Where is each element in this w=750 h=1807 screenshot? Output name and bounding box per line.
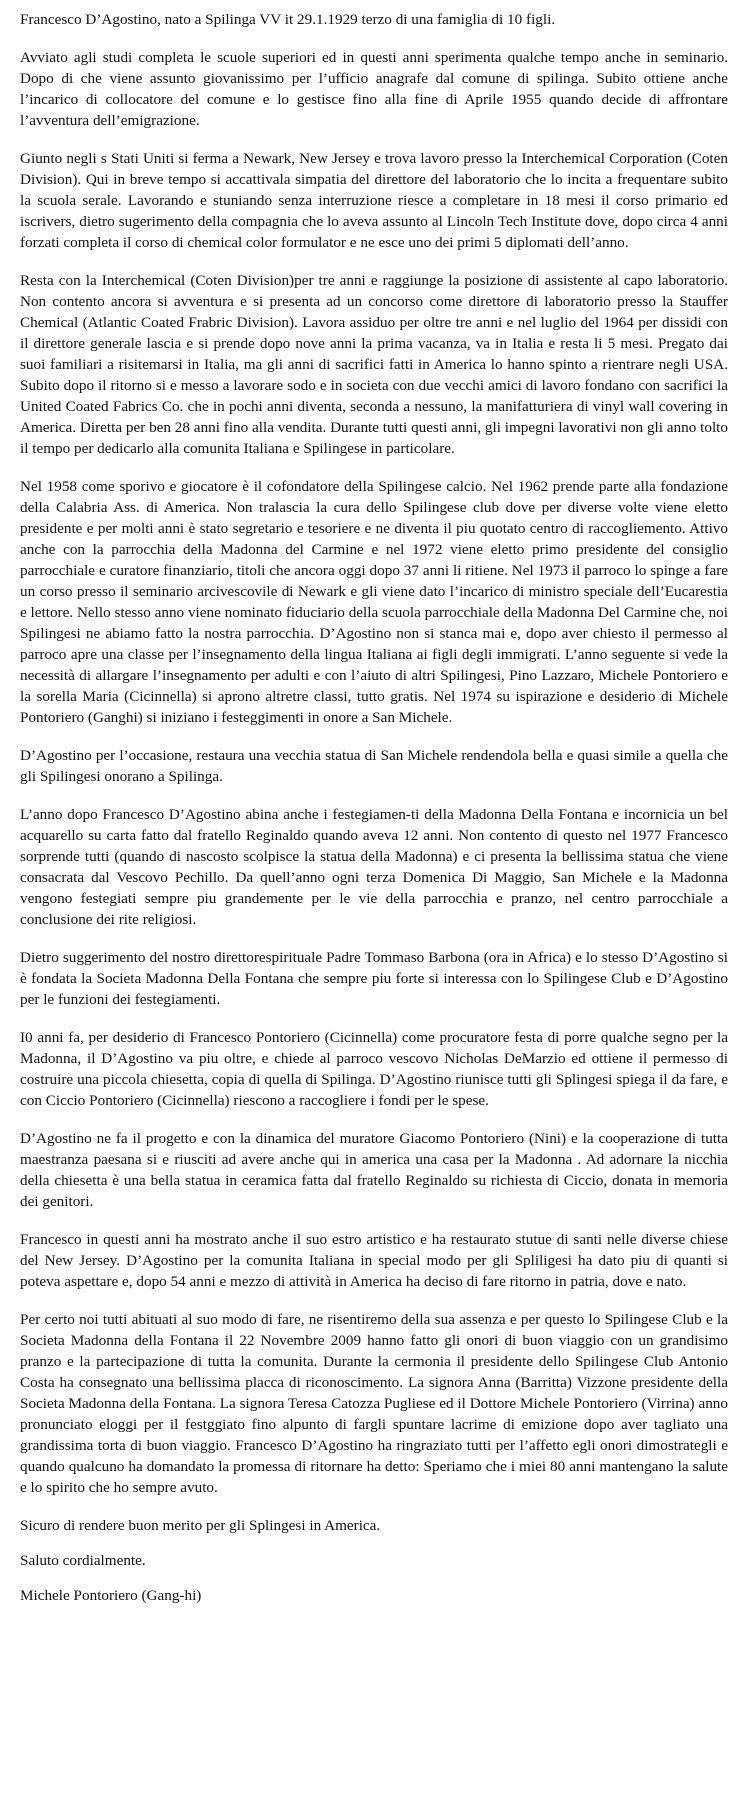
paragraph-societa: Dietro suggerimento del nostro direttorespirituale Padre Tommaso Barbona (ora in Africa) e lo stesso D’Agostino si è fondata la Societa Madonna Della Fontana che sempre piu forte si interessa con lo Spilingese Club e D’Agostino per le funzioni dei festegiamenti. [20,949,728,1008]
paragraph-progetto: D’Agostino ne fa il progetto e con la dinamica del muratore Giacomo Pontoriero (Nini) e la cooperazione di tutta maestranza paesana si e riusciti ad avere anche qui in america una casa per la Madonna . Ad adornare la nicchia della chiesetta è una bella statua in ceramica fatta dal fratello Reginaldo su richiesta di Ciccio, donata in memoria dei genitori. [20,1130,728,1210]
paragraph-farewell: Per certo noi tutti abituati al suo modo di fare, ne risentiremo della sua assenza e per questo lo Spilingese Club e la Societa Madonna della Fontana il 22 Novembre 2009 hanno fatto gli onori di buon viaggio con un grandisimo pranzo e la partecipazione di tutta la comunita. Durante la cermonia il presidente dello Spilingese Club Antonio Costa ha consegnato una bellissima placca di riconoscimento. La signora Anna (Barritta) Vizzone presidente della Societa Madonna della Fontana. La signora Teresa Catozza Pugliese ed il Dottore Michele Pontoriero (Virrina) anno pronunciato eloggi per il festggiato fino alpunto di fargli spuntare lacrime di emizione dopo aver tagliato una grandissima torta di buon viaggio. Francesco D’Agostino ha ringraziato tutti per l’affetto egli onori dimostrategli e quando qualcuno ha domandato la promessa di ritornare ha detto: Speriamo che i miei 80 anni mantengano la salute e lo spirito che ho sempre avuto. [20,1311,728,1496]
paragraph-ritorno: Francesco in questi anni ha mostrato anche il suo estro artistico e ha restaurato stutue di santi nelle diverse chiese del New Jersey. D’Agostino per la comunita Italiana in special modo per gli Spliligesi ha dato piu di quanti si poteva aspettare e, dopo 54 anni e mezzo di attività in America ha deciso di fare ritorno in patria, dove e nato. [20,1231,728,1290]
closing-block [20,1515,728,1606]
paragraph-community: Nel 1958 come sporivo e giocatore è il cofondatore della Spilingese calcio. Nel 1962 prende parte alla fondazione della Calabria Ass. di America. Non tralascia la cura dello Spilingese club dove per diverse volte viene eletto presidente e per molti anni è stato segretario e tesoriere e ne diventa il piu quotato centro di raccogliemento. Attivo anche con la parrocchia della Madonna del Carmine e nel 1972 viene eletto primo presidente del consiglio parrocchiale e curatore finanziario, titoli che ancora oggi dopo 37 anni li ritiene. Nel 1973 il parroco lo spinge a fare un corso presso il seminario arcivescovile di Newark e gli viene dato l’incarico di ministro speciale dell’Eucarestia e lettore. Nello stesso anno viene nominato fiduciario della scuola parrocchiale della Madonna Del Carmine che, noi Spilingesi ne abiamo fatto la nostra parrocchia. D’Agostino non si stanca mai e, dopo aver chiesto il permesso al parroco apre una classe per l’insegnamento della lingua Italiana ai figli degli immigrati. L’anno seguente si vede la necessità di allargare l’insegnamento per adulti e con l’aiuto di altri Spilingesi, Pino Lazzaro, Michele Pontoriero e la sorella Maria (Cicinnella) si aprono altretre classi, tutto gratis. Nel 1974 su ispirazione e desiderio di Michele Pontoriero (Ganghi) si iniziano i festeggimenti in onore a San Michele. [20,478,728,726]
paragraph-arrival-usa: Giunto negli s Stati Uniti si ferma a Newark, New Jersey e trova lavoro presso la Interchemical Corporation (Coten Division). Qui in breve tempo si accattivala simpatia del direttore del laboratorio che lo incita a frequentare subito la scuola serale. Lavorando e stuniando senza interruzione riesce a completare in 18 mesi il corso primario ed iscrivers, dietro sugerimento della compagnia che lo aveva assunto al Lincoln Tech Institute dove, dopo circa 4 anni forzati completa il corso di chemical color formulator e ne esce uno dei primi 5 diplomati dell’anno. [20,150,728,251]
salutation: Saluto cordialmente. [20,1552,146,1569]
paragraph-san-michele: D’Agostino per l’occasione, restaura una vecchia statua di San Michele rendendola bella e quasi simile a quella che gli Spilingesi onorano a Spilinga. [20,747,728,785]
paragraph-intro: Francesco D’Agostino, nato a Spilinga VV it 29.1.1929 terzo di una famiglia di 10 figli. [20,11,556,28]
paragraph-chiesetta: I0 anni fa, per desiderio di Francesco Pontoriero (Cicinnella) come procuratore festa di porre qualche segno per la Madonna, il D’Agostino va piu oltre, e chiede al parroco vescovo Nicholas DeMarzio ed ottiene il permesso di costruire una piccola chiesetta, copia di quella di Spilinga. D’Agostino riunisce tutti gli Splingesi spiega il da fare, e con Ciccio Pontoriero (Cicinnella) riescono a raccogliere i fondi per le spese. [20,1029,728,1109]
paragraph-career: Resta con la Interchemical (Coten Division)per tre anni e raggiunge la posizione di assistente al capo laboratorio. Non contento ancora si avventura e si presenta ad un concorso come direttore di laboratorio presso la Stauffer Chemical (Atlantic Coated Frabric Division). Lavora assiduo per oltre tre anni e nel luglio del 1964 per dissidi con il direttore generale lascia e si prende dopo nove anni la prima vacanza, va in Italia e resta li 5 mesi. Pregato dai suoi familiari a risitemarsi in Italia, ma gli anni di sacrifici fatti in America lo hanno spinto a rientrare negli USA. Subito dopo il ritorno si e messo a lavorare sodo e in societa con due vecchi amici di lavoro fondano con sacrifici la United Coated Fabrics Co. che in pochi anni diventa, seconda a nessuno, la manifatturiera di vinyl wall covering in America. Diretta per ben 28 anni fino alla vendita. Durante tutti questi anni, gli impegni lavorativi non gli anno tolto il tempo per dedicarlo alla comunita Italiana e Spilingese in particolare. [20,272,728,457]
paragraph-madonna-fontana: L’anno dopo Francesco D’Agostino abina anche i festegiamen-ti della Madonna Della Fontana e incornicia un bel acquarello su carta fatto dal fratello Reginaldo quando aveva 12 anni. Non contento di questo nel 1977 Francesco sorprende tutti (quando di nascosto scolpisce la statua della Madonna) e ci presenta la bellissima statua che viene consacrata dal Vescovo Pechillo. Da quell’anno ogni terza Domenica Di Maggio, San Michele e la Madonna vengono festegiati sempre piu grandemente per le vie della parrocchia e pranzo, nel centro parrocchiale a conclusione dei rite religiosi. [20,806,728,928]
signature: Michele Pontoriero (Gang-hi) [20,1587,202,1604]
closing-line: Sicuro di rendere buon merito per gli Splingesi in America. [20,1517,381,1534]
paragraph-studies: Avviato agli studi completa le scuole superiori ed in questi anni sperimenta qualche tempo anche in seminario. Dopo di che viene assunto giovanissimo per l’ufficio anagrafe dal comune di spilinga. Subito ottiene anche l’incarico di collocatore del comune e lo gestisce fino alla fine di Aprile 1955 quando decide di affrontare l’avventura dell’emigrazione. [20,49,728,129]
